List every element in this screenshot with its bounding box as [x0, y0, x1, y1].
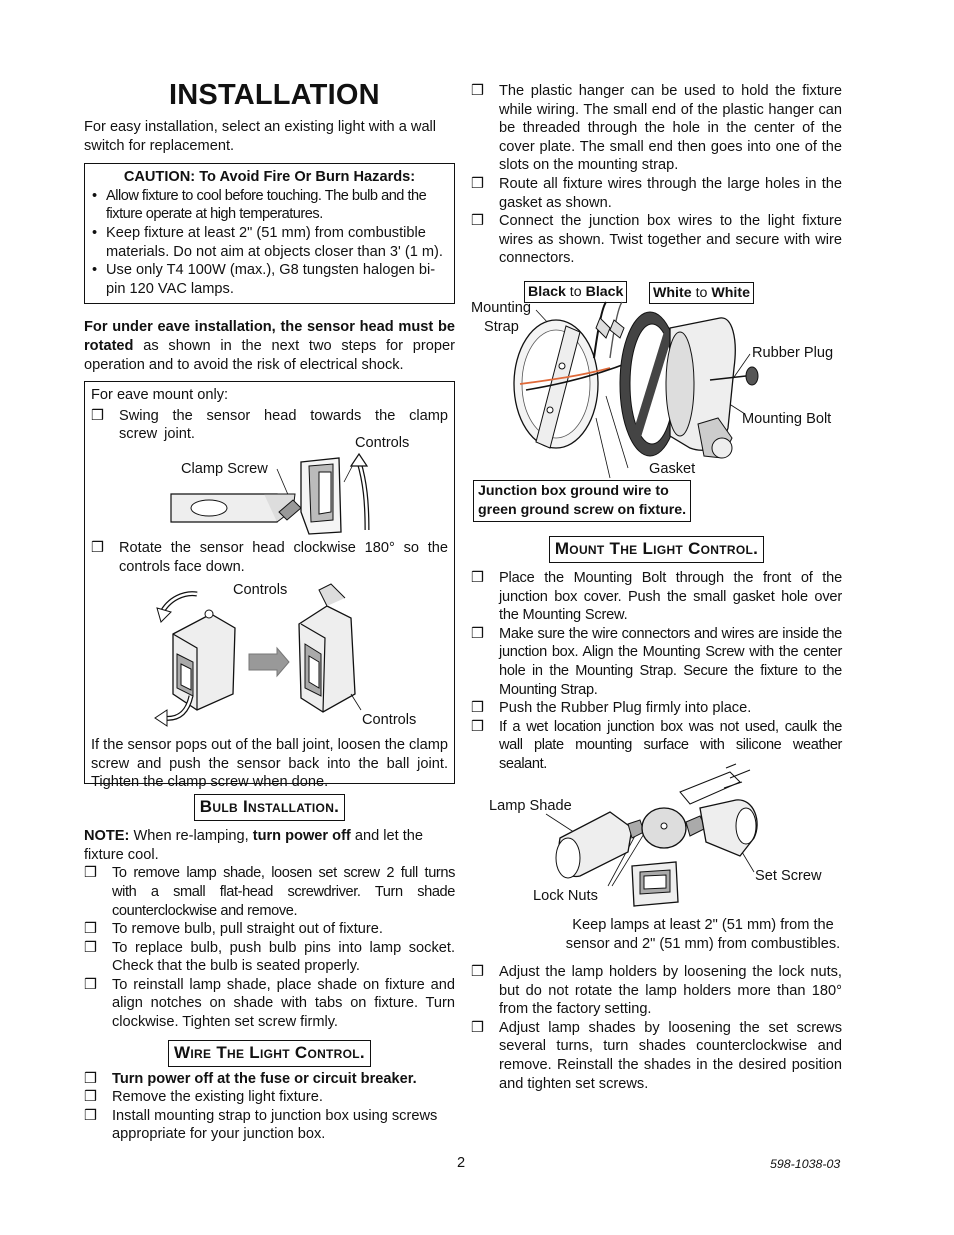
caution-box: [84, 163, 455, 304]
bulb-step: [84, 920, 455, 939]
checkbox-icon: ❒: [91, 407, 105, 424]
eave-step-2-text: Rotate the sensor head clockwise 180° so the controls face down.: [119, 540, 448, 575]
mounting-label: Mounting: [471, 300, 532, 316]
checkbox-icon: ❒: [84, 1089, 98, 1106]
label-bold: Black: [528, 284, 566, 300]
caption-line: Keep lamps at least 2" (51 mm) from the: [572, 917, 834, 933]
wire-light-control-heading: Wire The Light Control.: [168, 1040, 371, 1067]
label-bold: Black: [585, 284, 624, 300]
wire-step: [84, 1088, 455, 1107]
checkbox-icon: ❒: [84, 976, 98, 993]
eave-footer: If the sensor pops out of the ball joint, loosen the clamp screw and push the sensor back into the ball joint. Tighten the clamp screw when done.: [91, 737, 448, 791]
wiring-illustration: [510, 298, 760, 488]
eave-step-1-text: Swing the sensor head towards the clamp screw joint.: [119, 407, 448, 443]
fig1-controls-label: Controls: [355, 435, 410, 452]
wiring-step-text: Connect the junction box wires to the light fixture wires as shown. Twist together and secure with wire connectors.: [499, 213, 842, 267]
checkbox-icon: ❒: [471, 625, 485, 642]
page-title: INSTALLATION: [169, 79, 380, 111]
checkbox-icon: ❒: [84, 1070, 98, 1087]
lock-nuts-label: Lock Nuts: [533, 888, 598, 904]
checkbox-icon: ❒: [471, 964, 485, 980]
adjust-step: [471, 963, 842, 1019]
bulb-note: [84, 827, 455, 864]
checkbox-icon: ❒: [471, 700, 485, 717]
checkbox-icon: ❒: [471, 175, 485, 192]
mount-step: [471, 718, 842, 774]
adjust-step-text: Adjust lamp shades by loosening the set screws several turns, turn shades counterclockwise and remove. Reinstall the shades in the desired position and tighten set screws.: [499, 1019, 842, 1092]
wiring-step: [471, 82, 842, 175]
label-bold: White: [711, 285, 750, 301]
eave-mount-box: [84, 381, 455, 791]
strap-label: Strap: [484, 319, 519, 335]
lamp-shade-label: Lamp Shade: [489, 798, 572, 814]
note-bold: turn power off: [252, 828, 351, 845]
checkbox-icon: ❒: [84, 1107, 98, 1124]
adjust-steps: [471, 963, 842, 1093]
bulb-step: [84, 976, 455, 1032]
wire-step-text: Turn power off at the fuse or circuit breaker.: [112, 1070, 417, 1087]
bulb-heading-wrap: [84, 794, 455, 821]
wiring-step: [471, 212, 842, 268]
note-text-post: and let the fixture cool.: [84, 828, 424, 863]
wire-heading-wrap: [84, 1040, 455, 1067]
caution-list: [92, 187, 447, 299]
sensor-rotate-illustration: [151, 584, 381, 734]
mount-step-text: If a wet location junction box was not used, caulk the wall plate mounting surface with silicone weather sealant.: [499, 718, 842, 772]
caution-item: • Use only T4 100W (max.), G8 tungsten halogen bi-pin 120 VAC lamps.: [92, 261, 447, 298]
label-to: to: [691, 285, 712, 301]
lamp-adjust-illustration: [540, 768, 770, 908]
checkbox-icon: ❒: [84, 939, 98, 956]
ground-line: Junction box ground wire to: [478, 483, 669, 499]
bulb-step: [84, 939, 455, 976]
intro-paragraph: For easy installation, select an existing light with a wall switch for replacement.: [84, 119, 437, 154]
checkbox-icon: ❒: [471, 213, 485, 230]
wire-step: [84, 1070, 455, 1089]
bulb-installation-heading: Bulb Installation.: [194, 794, 345, 821]
page-number: 2: [457, 1155, 466, 1171]
checkbox-icon: ❒: [84, 921, 98, 938]
document-code: 598-1038-03: [770, 1157, 841, 1171]
label-bold: White: [653, 285, 692, 301]
eave-note-bold: For under eave installation, the sensor head must be rotated: [84, 319, 455, 354]
mount-step-text: Place the Mounting Bolt through the front of the junction box cover. Push the small gasket hole over the Mounting Screw.: [499, 570, 842, 624]
eave-note: [84, 318, 455, 374]
ground-line: green ground screw on fixture.: [478, 502, 687, 518]
mount-step-text: Push the Rubber Plug firmly into place.: [499, 700, 752, 717]
fig1-clamp-screw-label: Clamp Screw: [181, 461, 268, 478]
wiring-step: [471, 175, 842, 212]
fig2-controls-top-label: Controls: [233, 582, 288, 599]
checkbox-icon: ❒: [471, 83, 485, 99]
mount-step: [471, 569, 842, 625]
mount-section: [471, 536, 842, 774]
rubber-plug-label: Rubber Plug: [752, 345, 834, 361]
eave-note-rest: as shown in the next two steps for proper operation and to avoid the risk of electrical shock.: [84, 337, 455, 373]
eave-heading: For eave mount only:: [91, 387, 229, 404]
bulb-step: [84, 864, 455, 920]
mount-light-control-heading: Mount The Light Control.: [549, 536, 764, 563]
adjust-step: [471, 1019, 842, 1093]
bulb-step-text: To replace bulb, push bulb pins into lamp socket. Check that the bulb is seated properly.: [112, 939, 455, 975]
adjust-step-text: Adjust the lamp holders by loosening the lock nuts, but do not rotate the lamp holders more than 180° from the factory setting.: [499, 964, 842, 1018]
checkbox-icon: ❒: [84, 865, 98, 882]
bulb-step-text: To reinstall lamp shade, place shade on fixture and align notches on shade with tabs on fixture. Turn clockwise. Tighten set screw firmly.: [112, 976, 455, 1031]
wire-step-text: Install mounting strap to junction box using screws appropriate for your junction box.: [112, 1107, 438, 1143]
eave-step-2: [91, 539, 448, 576]
checkbox-icon: ❒: [471, 570, 485, 586]
set-screw-label: Set Screw: [755, 868, 822, 884]
fig2-controls-bottom-label: Controls: [362, 712, 417, 729]
mount-step: [471, 699, 842, 718]
note-label: NOTE:: [84, 828, 130, 845]
left-column: [84, 78, 455, 1144]
note-text: When re-lamping,: [129, 828, 253, 845]
sensor-swing-illustration: [169, 452, 399, 542]
caution-title: CAUTION: To Avoid Fire Or Burn Hazards:: [123, 169, 416, 186]
caption-line: sensor and 2" (51 mm) from combustibles.: [565, 935, 841, 952]
label-to: to: [565, 284, 586, 300]
caution-item: • Allow fixture to cool before touching. The bulb and the fixture operate at high temperatures.: [92, 187, 447, 224]
checkbox-icon: ❒: [471, 1019, 485, 1036]
mount-steps: [471, 569, 842, 774]
mount-step: [471, 625, 842, 699]
wire-step: [84, 1107, 455, 1144]
gasket-label: Gasket: [649, 461, 696, 477]
wiring-step-text: The plastic hanger can be used to hold the fixture while wiring. The small end of the plastic hanger can be threaded through the hole in the center of the cover plate. The small end then goes into one of the slots on the mounting strap.: [499, 83, 842, 174]
caution-item: • Keep fixture at least 2" (51 mm) from combustible materials. Do not aim at objects closer than 3' (1 m).: [92, 224, 447, 261]
mounting-bolt-label: Mounting Bolt: [742, 411, 832, 427]
wiring-step-text: Route all fixture wires through the large holes in the gasket as shown.: [499, 175, 842, 211]
bulb-step-text: To remove bulb, pull straight out of fixture.: [112, 921, 383, 938]
checkbox-icon: ❒: [471, 718, 485, 735]
wire-step-text: Remove the existing light fixture.: [112, 1089, 323, 1106]
checkbox-icon: ❒: [91, 540, 105, 557]
right-column: [471, 82, 842, 268]
mount-step-text: Make sure the wire connectors and wires are inside the junction box. Align the Mounting Screw with the center hole in the Mounting Strap. Secure the fixture to the Mounting Strap.: [499, 625, 842, 698]
lamp-caption: [520, 916, 886, 953]
bulb-step-text: To remove lamp shade, loosen set screw 2 full turns with a small flat-head screwdriver. Turn shade counterclockwise and remove.: [112, 865, 455, 919]
